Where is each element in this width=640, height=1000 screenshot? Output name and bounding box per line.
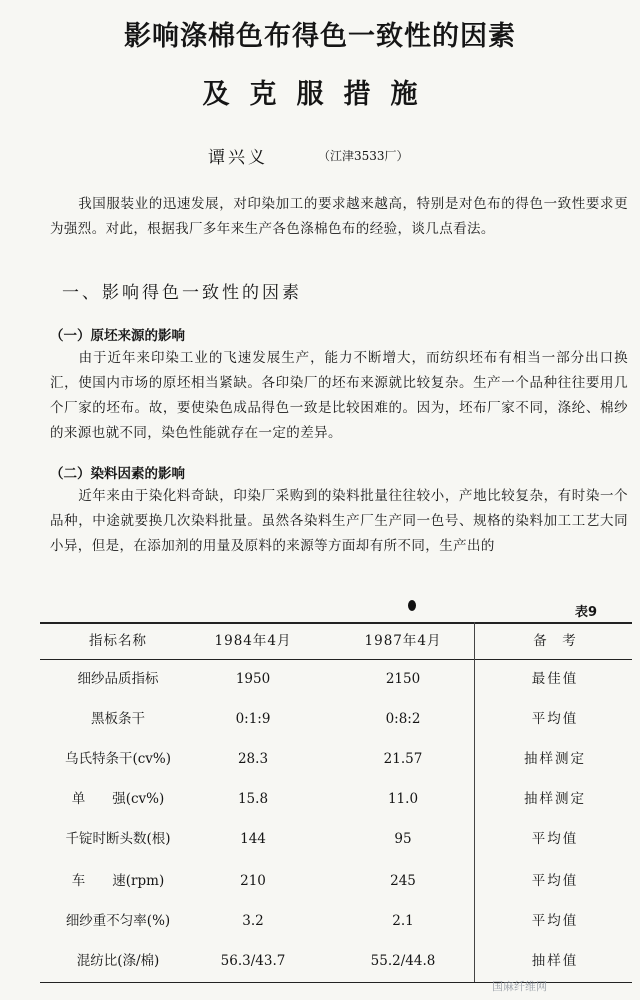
table-cell: 车 速(rpm) <box>71 873 165 889</box>
sub1-text: 由于近年来印染工业的飞速发展生产，能力不断增大，而纺织坯布有相当一部分出口换汇，使国内市场的原坯相当紧缺。各印染厂的坯布来源就比较复杂。生产一个品种往往要用几个厂家的坯布。故，要使染色成品得色一致是比较困难的。因为，坯布厂家不同，涤纶、棉纱的来源也就不同，染色性能就存在一定的差异。 <box>50 350 628 441</box>
table-cell: 3.2 <box>242 913 264 929</box>
table-header-cell: 1984年4月 <box>214 633 292 649</box>
table-cell: 单 强(cv%) <box>71 791 165 807</box>
table-cell: 最佳值 <box>531 671 579 687</box>
table-cell: 144 <box>240 831 266 847</box>
sub2-heading: （二）染料因素的影响 <box>50 466 185 482</box>
table-cell: 千锭时断头数(根) <box>65 831 171 847</box>
table-cell: 15.8 <box>237 791 269 807</box>
table-cell: 1950 <box>235 671 271 687</box>
ink-dot <box>408 600 416 611</box>
table-header-rule <box>40 659 632 660</box>
article-title-line1: 影响涤棉色布得色一致性的因素 <box>124 21 516 52</box>
article-title-line2: 及克服措施 <box>202 79 438 110</box>
author-name: 谭兴义 <box>208 148 268 168</box>
sub2-paragraph <box>50 484 628 559</box>
author-affiliation: （江津3533厂） <box>318 149 409 163</box>
table-cell: 细纱品质指标 <box>77 671 159 687</box>
table-cell: 95 <box>394 831 412 847</box>
site-watermark: 国麻纤维网 <box>492 980 547 993</box>
sub1-heading: （一）原坯来源的影响 <box>50 328 185 344</box>
table-cell: 2.1 <box>392 913 414 929</box>
table-cell: 细纱重不匀率(%) <box>65 913 171 929</box>
table-cell: 28.3 <box>237 751 269 767</box>
sub2-text: 近年来由于染化料奇缺，印染厂采购到的染料批量往往较小，产地比较复杂，有时染一个品种，中途就要换几次染料批量。虽然各染料生产厂生产同一色号、规格的染料加工工艺大同小异，但是，在添加剂的用量及原料的来源等方面却有所不同，生产出的 <box>50 488 628 554</box>
table-cell: 210 <box>240 873 266 889</box>
table-cell: 黑板条干 <box>91 711 145 727</box>
table-cell: 21.57 <box>383 751 423 767</box>
table-cell: 2150 <box>385 671 421 687</box>
table-cell: 11.0 <box>387 791 419 807</box>
table-cell: 抽样测定 <box>524 791 586 807</box>
table-cell: 平均值 <box>531 831 579 847</box>
intro-text: 我国服装业的迅速发展，对印染加工的要求越来越高，特别是对色布的得色一致性要求更为强烈。对此，根据我厂多年来生产各色涤棉色布的经验，谈几点看法。 <box>50 196 628 237</box>
intro-paragraph <box>50 192 628 242</box>
table-cell: 平均值 <box>531 873 579 889</box>
table-cell: 0:8:2 <box>385 711 421 727</box>
table-cell: 平均值 <box>531 711 579 727</box>
table-cell: 56.3/43.7 <box>220 953 286 969</box>
table-header-cell: 1987年4月 <box>364 633 442 649</box>
section1-heading: 一、影响得色一致性的因素 <box>62 283 302 303</box>
table-header-cell: 指标名称 <box>89 633 147 649</box>
table-cell: 0:1:9 <box>235 711 271 727</box>
sub1-paragraph <box>50 346 628 446</box>
table-cell: 混纺比(涤/棉) <box>76 953 160 969</box>
table-cell: 抽样测定 <box>524 751 586 767</box>
table-cell: 245 <box>390 873 416 889</box>
table-label: 表9 <box>575 605 598 620</box>
table-cell: 乌氏特条干(cv%) <box>64 751 172 767</box>
table-cell: 平均值 <box>531 913 579 929</box>
table-cell: 55.2/44.8 <box>370 953 436 969</box>
table-header-cell: 备 考 <box>533 633 577 649</box>
table-cell: 抽样值 <box>531 953 579 969</box>
